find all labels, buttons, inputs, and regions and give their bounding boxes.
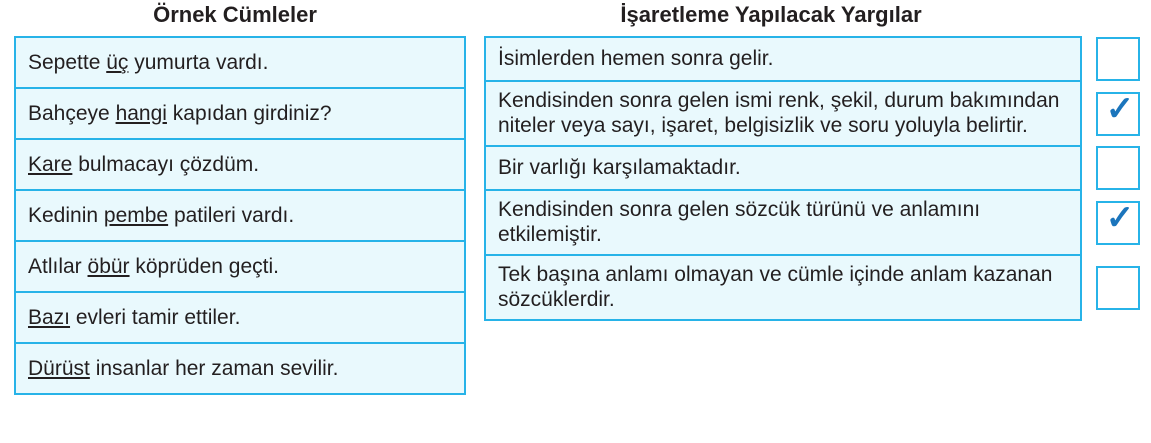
sentence-text-post: insanlar her zaman sevilir. <box>89 356 339 380</box>
checkbox[interactable] <box>1096 89 1140 136</box>
example-sentences-body <box>15 37 465 394</box>
sentence-cell <box>15 190 465 241</box>
sentence-underlined-word: Bazı <box>28 305 71 329</box>
judgement-text: Tek başına anlamı olmayan ve cümle içinde anlam kazanan sözcüklerdir. <box>485 255 1081 320</box>
judgement-checkbox-cell <box>1081 190 1151 255</box>
sentence-text-pre: Atlılar <box>28 254 88 278</box>
sentence-underlined-word: Dürüst <box>28 356 90 380</box>
sentence-text-pre: Kedinin <box>28 203 104 227</box>
checkbox[interactable] <box>1096 198 1140 245</box>
sentence-underlined-word: üç <box>106 50 129 74</box>
checkbox[interactable] <box>1096 37 1140 81</box>
sentence-underlined-word: öbür <box>87 254 130 278</box>
table-row <box>15 241 465 292</box>
table-row <box>15 139 465 190</box>
judgement-checkbox-cell <box>1081 37 1151 81</box>
table-row <box>15 190 465 241</box>
example-sentences-table <box>14 36 466 395</box>
sentence-cell <box>15 139 465 190</box>
judgement-text: İsimlerden hemen sonra gelir. <box>485 37 1081 81</box>
table-row <box>485 190 1151 255</box>
judgement-text: Kendisinden sonra gelen ismi renk, şekil, durum bakımından niteler veya sayı, işaret, belgisizlik ve soru yoluyla belirtir. <box>485 81 1081 146</box>
table-row <box>485 81 1151 146</box>
judgements-column <box>484 0 1148 321</box>
table-row <box>485 37 1151 81</box>
check-icon: ✓ <box>1105 198 1135 237</box>
example-sentences-title: Örnek Cümleler <box>153 2 317 27</box>
judgements-title: İşaretleme Yapılacak Yargılar <box>620 2 922 27</box>
table-row <box>15 88 465 139</box>
sentence-text-post: patileri vardı. <box>168 203 295 227</box>
sentence-text-pre: Sepette <box>28 50 107 74</box>
judgement-text: Kendisinden sonra gelen sözcük türünü ve anlamını etkilemiştir. <box>485 190 1081 255</box>
judgements-body <box>485 37 1151 320</box>
table-row <box>485 255 1151 320</box>
table-row <box>15 343 465 394</box>
table-row <box>15 37 465 88</box>
example-sentences-column <box>14 0 466 395</box>
table-row <box>485 146 1151 190</box>
sentence-underlined-word: Kare <box>28 152 73 176</box>
sentence-text-post: bulmacayı çözdüm. <box>72 152 260 176</box>
sentence-cell <box>15 343 465 394</box>
table-row <box>15 292 465 343</box>
judgement-checkbox-cell <box>1081 255 1151 320</box>
judgements-table <box>484 36 1151 321</box>
sentence-text-post: evleri tamir ettiler. <box>70 305 241 329</box>
sentence-cell <box>15 37 465 88</box>
sentence-cell <box>15 88 465 139</box>
judgement-checkbox-cell <box>1081 81 1151 146</box>
judgement-text: Bir varlığı karşılamaktadır. <box>485 146 1081 190</box>
check-icon: ✓ <box>1105 89 1135 128</box>
sentence-cell <box>15 292 465 343</box>
checkbox[interactable] <box>1096 146 1140 190</box>
sentence-cell <box>15 241 465 292</box>
sentence-underlined-word: pembe <box>103 203 169 227</box>
sentence-text-post: yumurta vardı. <box>128 50 269 74</box>
judgement-checkbox-cell <box>1081 146 1151 190</box>
sentence-text-pre: Bahçeye <box>28 101 116 125</box>
checkbox[interactable] <box>1096 266 1140 310</box>
sentence-text-post: kapıdan girdiniz? <box>166 101 332 125</box>
sentence-underlined-word: hangi <box>115 101 167 125</box>
sentence-text-post: köprüden geçti. <box>129 254 279 278</box>
